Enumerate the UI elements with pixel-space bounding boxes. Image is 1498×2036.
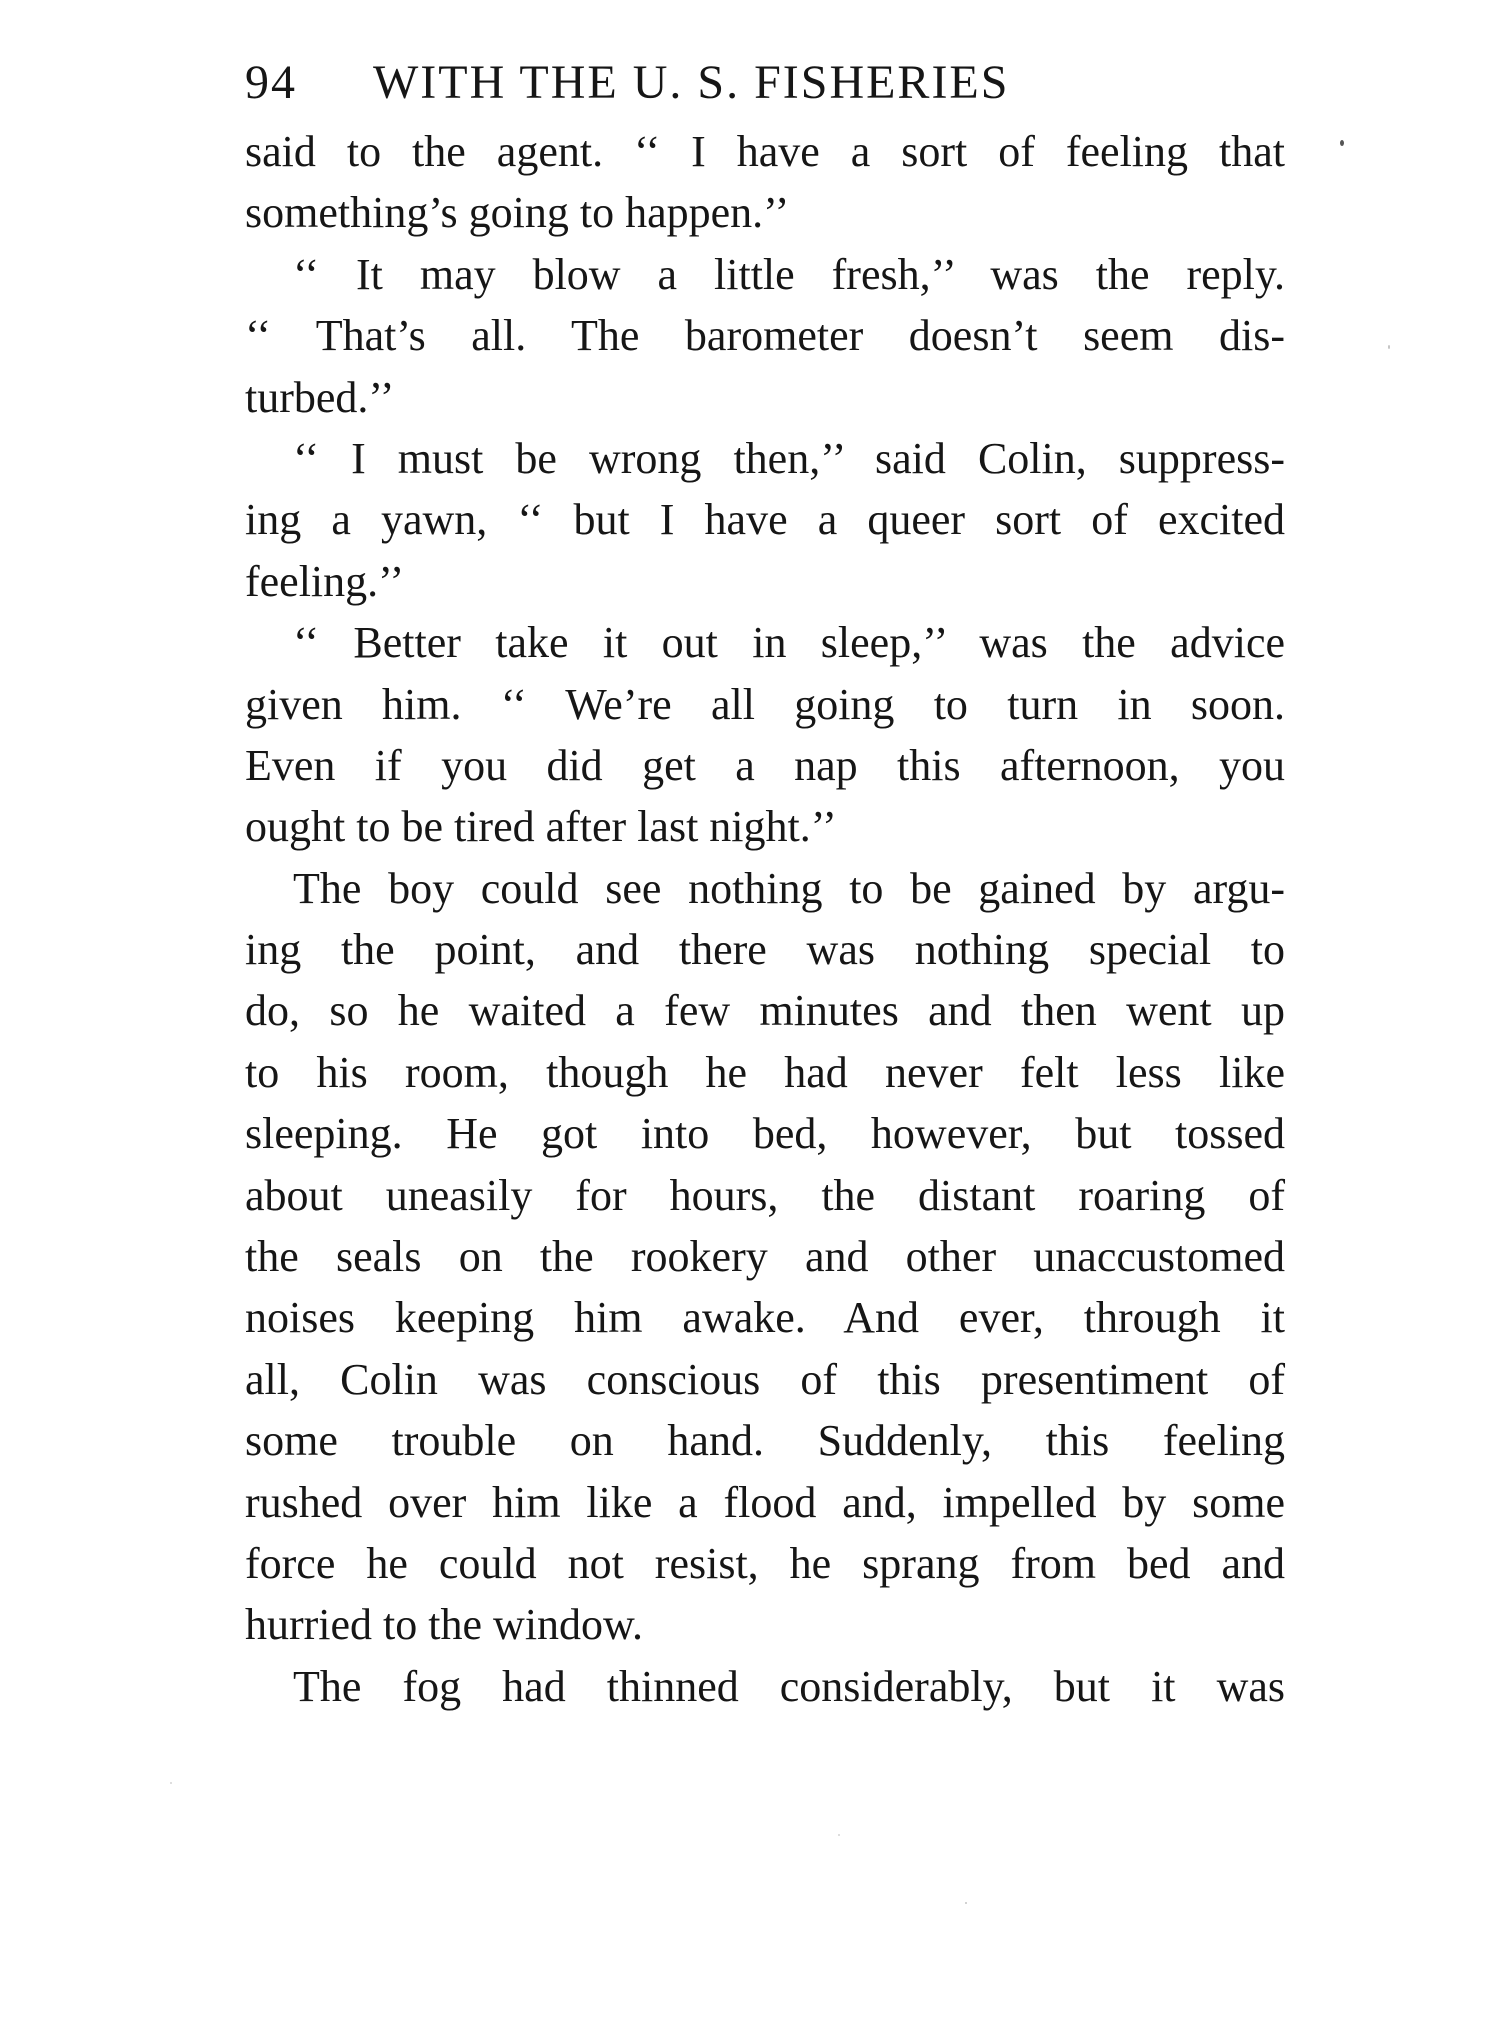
text-line: noises keeping him awake. And ever, through it <box>245 1293 1285 1343</box>
text-line: ing a yawn, ‘‘ but I have a queer sort of excited <box>245 495 1285 545</box>
body-text <box>245 121 1285 1717</box>
scan-speck <box>1388 345 1390 349</box>
text-line: ‘‘ Better take it out in sleep,’’ was the advice <box>293 618 1285 668</box>
text-line: force he could not resist, he sprang from bed and <box>245 1538 1285 1588</box>
scan-speck <box>965 1902 967 1904</box>
text-line: ing the point, and there was nothing special to <box>245 925 1285 975</box>
text-line: feeling.’’ <box>245 556 405 606</box>
text-line: given him. ‘‘ We’re all going to turn in soon. <box>245 679 1285 729</box>
text-line: The fog had thinned considerably, but it was <box>293 1661 1285 1711</box>
text-line: ‘‘ I must be wrong then,’’ said Colin, suppress- <box>293 433 1285 483</box>
text-line: some trouble on hand. Suddenly, this feeling <box>245 1416 1285 1466</box>
text-line: sleeping. He got into bed, however, but tossed <box>245 1109 1285 1159</box>
scan-speck <box>1340 140 1344 146</box>
text-line: hurried to the window. <box>245 1600 643 1650</box>
page-number: 94 <box>245 56 297 109</box>
text-line: do, so he waited a few minutes and then went up <box>245 986 1285 1036</box>
text-line: to his room, though he had never felt less like <box>245 1047 1285 1097</box>
text-line: turbed.’’ <box>245 372 395 422</box>
text-line: something’s going to happen.’’ <box>245 188 790 238</box>
running-title: WITH THE U. S. FISHERIES <box>373 56 1010 109</box>
text-line: rushed over him like a flood and, impelled by some <box>245 1477 1285 1527</box>
book-page <box>245 55 1285 1717</box>
scan-speck <box>170 1782 172 1784</box>
text-line: ‘‘ It may blow a little fresh,’’ was the reply. <box>293 249 1285 299</box>
text-line: ‘‘ That’s all. The barometer doesn’t seem dis- <box>245 311 1285 361</box>
running-head <box>245 55 1285 121</box>
text-line: ought to be tired after last night.’’ <box>245 802 837 852</box>
text-line: The boy could see nothing to be gained by argu- <box>293 863 1285 913</box>
scan-speck <box>838 1834 840 1836</box>
text-line: Even if you did get a nap this afternoon, you <box>245 740 1285 790</box>
text-line: about uneasily for hours, the distant roaring of <box>245 1170 1285 1220</box>
text-line: said to the agent. ‘‘ I have a sort of feeling that <box>245 127 1285 176</box>
text-line: the seals on the rookery and other unaccustomed <box>245 1232 1285 1282</box>
text-line: all, Colin was conscious of this presentiment of <box>245 1354 1285 1404</box>
